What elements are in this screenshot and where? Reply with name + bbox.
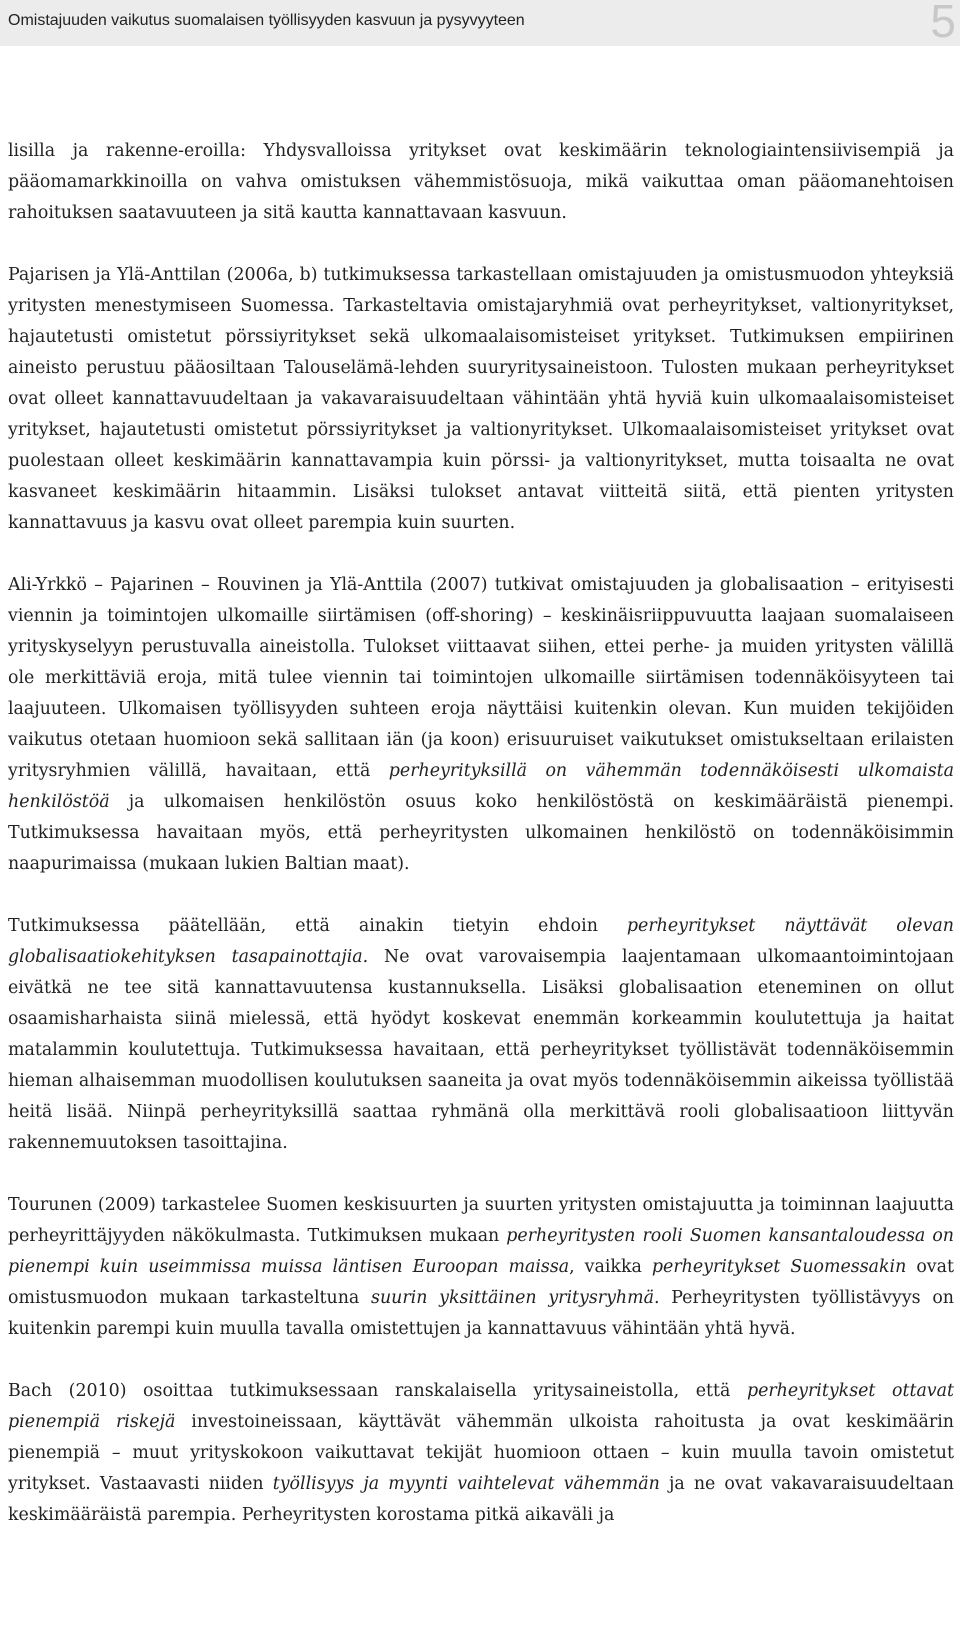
paragraph-text: . Perheyritysten työllistävyys on kuitenkin parempi kuin muulla tavalla omistettujen ja kannattavuus vähintään yhtä hyvä. xyxy=(8,1288,954,1339)
emphasized-text: perheyritykset ottavat pienempiä riskejä xyxy=(8,1381,954,1432)
paragraph-text: Bach (2010) osoittaa tutkimuksessaan ranskalaisella yritysaineistolla, että xyxy=(8,1381,747,1401)
paragraph xyxy=(8,136,954,229)
paragraph xyxy=(8,1190,954,1345)
emphasized-text: suurin yksittäinen yritysryhmä xyxy=(371,1288,654,1308)
paragraph-text: Ne ovat varovaisempia laajentamaan ulkomaantoimintojaan eivätkä ne tee sitä kannattavuutensa kustannuksella. Lisäksi globalisaation eteneminen on ollut osaamisharhaista siinä mielessä, että hyödyt koskevat enemmän korkeammin koulutettuja ja haitat matalammin koulutettuja. Tutkimuksessa havaitaan, että perheyritykset työllistävät todennäköisemmin hieman alhaisemman muodollisen koulutuksen saaneita ja ovat myös todennäköisemmin aikeissa työllistää heitä lisää. Niinpä perheyrityksillä saattaa ryhmänä olla merkittävä rooli globalisaatioon liittyvän rakennemuutoksen tasoittajina. xyxy=(8,947,955,1153)
paragraph-text: lisilla ja rakenne-eroilla: Yhdysvalloissa yritykset ovat keskimäärin teknologiaintensiivisempiä ja pääomamarkkinoilla on vahva omistuksen vähemmistösuoja, mikä vaikuttaa oman pääomanehtoisen rahoituksen saatavuuteen ja sitä kautta kannattavaan kasvuun. xyxy=(8,141,954,223)
paragraph xyxy=(8,1376,954,1531)
emphasized-text: perheyritykset näyttävät olevan globalisaatiokehityksen tasapainottajia. xyxy=(8,916,954,967)
paragraph-text: , vaikka xyxy=(569,1257,652,1277)
page-header xyxy=(0,0,960,46)
paragraph-text: investoineissaan, käyttävät vähemmän ulkoista rahoitusta ja ovat keskimäärin pienempiä – muut yrityskokoon vaikuttavat tekijät huomioon ottaen – kuin muulla tavoin omistetut yritykset. Vastaavasti niiden xyxy=(8,1412,954,1494)
paragraph xyxy=(8,260,954,539)
paragraph-text: Pajarisen ja Ylä-Anttilan (2006a, b) tutkimuksessa tarkastellaan omistajuuden ja omistusmuodon yhteyksiä yritysten menestymiseen Suomessa. Tarkasteltavia omistajaryhmiä ovat perheyritykset, valtionyritykset, hajautetusti omistetut pörssiyritykset sekä ulkomaalaisomisteiset yritykset. Tutkimuksen empiirinen aineisto perustuu pääosiltaan Talouselämä-lehden suuryritysaineistoon. Tulosten mukaan perheyritykset ovat olleet kannattavuudeltaan ja vakavaraisuudeltaan vähintään yhtä hyviä kuin ulkomaalaisomisteiset yritykset, hajautetusti omistetut pörssiyritykset ja valtionyritykset. Ulkomaalaisomisteiset yritykset ovat puolestaan olleet keskimäärin kannattavampia kuin pörssi- ja valtionyritykset, mutta toisaalta ne ovat kasvaneet keskimäärin hitaammin. Lisäksi tulokset antavat viitteitä siitä, että pienten yritysten kannattavuus ja kasvu ovat olleet parempia kuin suurten. xyxy=(8,265,954,533)
paragraph-text: Tutkimuksessa päätellään, että ainakin tietyin ehdoin xyxy=(8,916,627,936)
emphasized-text: perheyritysten rooli Suomen kansantaloudessa on pienempi kuin useimmissa muissa läntisen Euroopan maissa xyxy=(8,1226,954,1277)
running-header-title: Omistajuuden vaikutus suomalaisen työllisyyden kasvuun ja pysyvyyteen xyxy=(8,12,525,29)
emphasized-text: perheyrityksillä on vähemmän todennäköisesti ulkomaista henkilöstöä xyxy=(8,761,954,812)
paragraph xyxy=(8,570,954,880)
paragraph-text: ja ne ovat vakavaraisuudeltaan keskimääräistä parempia. Perheyritysten korostama pitkä aikaväli ja xyxy=(8,1474,954,1525)
emphasized-text: työllisyys ja myynti vaihtelevat vähemmän xyxy=(272,1474,660,1494)
page-number: 5 xyxy=(930,0,956,47)
paragraph-text: Tourunen (2009) tarkastelee Suomen keskisuurten ja suurten yritysten omistajuutta ja toiminnan laajuutta perheyrittäjyyden näkökulmasta. Tutkimuksen mukaan xyxy=(8,1195,954,1246)
paragraph xyxy=(8,911,954,1159)
paragraph-text: ja ulkomaisen henkilöstön osuus koko henkilöstöstä on keskimääräistä pienempi. Tutkimuksessa havaitaan myös, että perheyritysten ulkomainen henkilöstö on todennäköisimmin naapurimaissa (mukaan lukien Baltian maat). xyxy=(8,792,954,874)
paragraph-text: ovat omistusmuodon mukaan tarkasteltuna xyxy=(8,1257,954,1308)
body-text xyxy=(8,136,954,1562)
paragraph-text: Ali-Yrkkö – Pajarinen – Rouvinen ja Ylä-Anttila (2007) tutkivat omistajuuden ja globalisaation – erityisesti viennin ja toimintojen ulkomaille siirtämisen (off-shoring) – keskinäisriippuvuutta laajaan suomalaiseen yrityskyselyyn perustuvalla aineistolla. Tulokset viittaavat siihen, ettei perhe- ja muiden yritysten välillä ole merkittäviä eroja, mitä tulee viennin tai toimintojen ulkomaille siirtämisen todennäköisyyteen tai laajuuteen. Ulkomaisen työllisyyden suhteen eroja näyttäisi kuitenkin olevan. Kun muiden tekijöiden vaikutus otetaan huomioon sekä sallitaan iän (ja koon) erisuuruiset vaikutukset omistukseltaan erilaisten yritysryhmien välillä, havaitaan, että xyxy=(8,575,954,781)
emphasized-text: perheyritykset Suomessakin xyxy=(651,1257,907,1277)
